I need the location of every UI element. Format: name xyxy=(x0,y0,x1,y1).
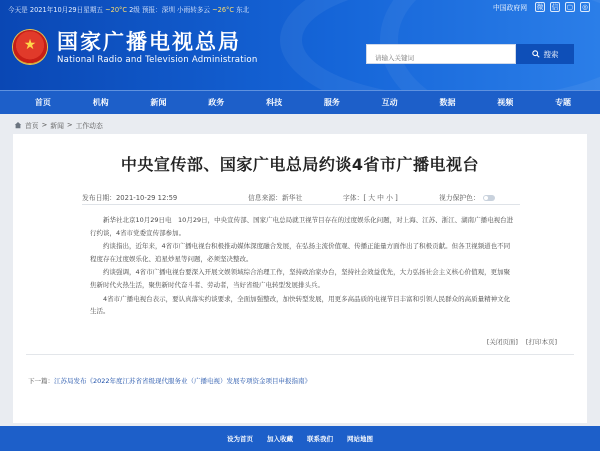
eye-protection-toggle[interactable] xyxy=(483,195,495,201)
meta-divider xyxy=(82,204,520,205)
article-paragraph: 4省市广播电视台表示，要认真落实约谈要求，全面加强整改，加快转型发展，用更多高品质的电视节目丰富和引领人民群众的高质量精神文化生活。 xyxy=(90,294,511,316)
search-button-label: 搜索 xyxy=(543,49,559,59)
font-size-options[interactable]: [ 大 中 小 ] xyxy=(363,194,398,202)
temperature-high: ~26°C xyxy=(212,6,234,14)
article-divider xyxy=(26,354,574,355)
site-footer xyxy=(0,426,600,451)
national-emblem-logo[interactable] xyxy=(13,30,47,64)
article-paragraph: 约谈指出，近年来，4省市广播电视台积极推动媒体深度融合发展，在弘扬主流价值观、传播正能量方面作出了积极贡献。但各卫视频道也不同程度存在过度娱乐化、追星炒星等问题，必须坚决整改。 xyxy=(90,242,511,263)
article-paragraph: 约谈强调，4省市广播电视台要深入开展文娱领域综合治理工作，坚持政治家办台，坚持社会效益优先，大力弘扬社会主义核心价值观，更加聚焦新时代火热生活，聚焦新时代奋斗者、劳动者，当好省级广电转型发展排头兵。 xyxy=(90,268,511,289)
gov-site-link[interactable]: 中国政府网 xyxy=(493,4,527,12)
breadcrumb-separator: > xyxy=(66,121,73,129)
search-icon xyxy=(532,50,540,58)
wind-level: 2级 xyxy=(129,6,140,14)
breadcrumb-news[interactable]: 新闻 xyxy=(50,122,64,130)
nav-item-services[interactable]: 服务 xyxy=(323,98,340,107)
publish-label: 发布日期： xyxy=(82,194,116,202)
next-article-link[interactable]: 江苏局发布《2022年度江苏省省级现代服务业（广播电视）发展专项资金项目申报指南》 xyxy=(54,377,312,385)
breadcrumb-separator: > xyxy=(41,121,48,129)
publish-date xyxy=(82,192,177,202)
footer-set-homepage[interactable]: 设为首页 xyxy=(227,435,253,443)
print-page-link[interactable]: [打印本页] xyxy=(525,338,557,346)
nav-item-topics[interactable]: 专题 xyxy=(555,98,572,107)
site-subtitle: National Radio and Television Administration xyxy=(57,55,258,65)
nav-item-data[interactable]: 数据 xyxy=(439,98,456,107)
source-label: 信息来源： xyxy=(248,194,282,202)
font-size-control xyxy=(343,192,398,202)
article-title: 中央宣传部、国家广电总局约谈4省市广播电视台 xyxy=(120,155,480,174)
nav-item-government-affairs[interactable]: 政务 xyxy=(208,98,225,107)
publish-time: 2021-10-29 12:59 xyxy=(115,194,178,202)
rss-icon[interactable]: ◎ xyxy=(580,2,590,12)
footer-contact-us[interactable]: 联系我们 xyxy=(307,435,333,443)
article-meta xyxy=(82,192,522,204)
font-label: 字体： xyxy=(343,194,364,202)
nav-item-interaction[interactable]: 互动 xyxy=(381,98,398,107)
nav-item-home[interactable]: 首页 xyxy=(34,98,51,107)
top-info-bar xyxy=(0,0,600,15)
article-paragraph: 新华社北京10月29日电 10月29日，中央宣传部、国家广电总局就卫视节目存在的过度娱乐化问题，对上海、江苏、浙江、湖南广播电视台进行约谈，4省市党委宣传部参加。 xyxy=(90,216,514,237)
search-button[interactable] xyxy=(516,44,574,64)
nav-item-technology[interactable]: 科技 xyxy=(266,98,283,107)
close-page-link[interactable]: [关闭页面] xyxy=(486,338,518,346)
search-input[interactable] xyxy=(367,49,515,67)
eye-protection-control xyxy=(439,192,495,202)
next-label: 下一篇： xyxy=(28,377,54,385)
site-title[interactable]: 国家广播电视总局 xyxy=(57,30,241,54)
site-header xyxy=(0,0,600,90)
temperature-low: ~20°C xyxy=(105,6,127,14)
home-icon xyxy=(14,121,22,129)
wechat-icon[interactable]: 信 xyxy=(551,3,559,11)
nav-item-news[interactable]: 新闻 xyxy=(150,98,167,107)
footer-site-map[interactable]: 网站地图 xyxy=(347,435,373,443)
breadcrumb-work-news[interactable]: 工作动态 xyxy=(75,122,103,130)
date-weather xyxy=(8,4,249,14)
article-tools xyxy=(487,337,557,346)
date-text: 今天是 2021年10月29日星期五 xyxy=(8,6,104,14)
article-source xyxy=(248,192,302,202)
search-box xyxy=(366,44,516,64)
app-icon[interactable]: ▢ xyxy=(566,3,574,11)
next-article xyxy=(28,376,311,385)
source-value: 新华社 xyxy=(281,194,303,202)
weibo-icon[interactable]: 微 xyxy=(536,3,544,11)
wind-direction: 东北 xyxy=(236,6,250,14)
breadcrumb-home[interactable]: 首页 xyxy=(25,122,39,130)
eye-protection-label: 视力保护色： xyxy=(439,194,480,202)
footer-add-favorite[interactable]: 加入收藏 xyxy=(267,435,293,443)
breadcrumb xyxy=(14,120,103,130)
nav-item-organization[interactable]: 机构 xyxy=(92,98,109,107)
main-navigation xyxy=(0,90,600,114)
article-body xyxy=(90,214,514,319)
article-card xyxy=(13,134,587,423)
city-forecast: 预报：深圳 小雨转多云 xyxy=(141,6,211,14)
nav-item-video[interactable]: 视频 xyxy=(497,98,514,107)
